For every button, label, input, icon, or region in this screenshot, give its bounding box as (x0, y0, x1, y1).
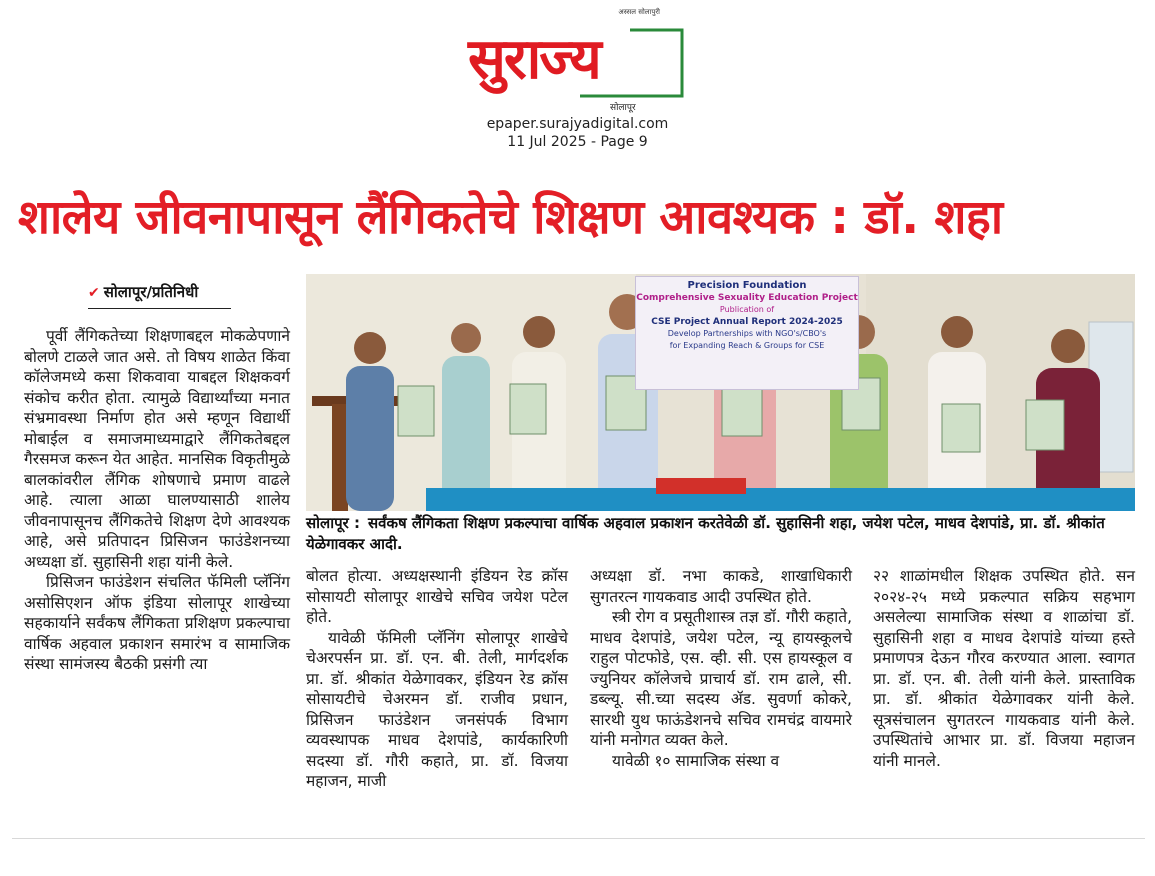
banner-line: Precision Foundation (687, 280, 807, 291)
article-column-2 (306, 566, 568, 792)
event-banner (635, 276, 859, 390)
paragraph: बोलत होत्या. अध्यक्षस्थानी इंडियन रेड क्रॉस सोसायटी सोलापूर शाखेचे सचिव जयेश पटेल होते. (306, 567, 568, 626)
banner-line: Develop Partnerships with NGO's/CBO's (667, 329, 827, 338)
article-column-4 (873, 566, 1135, 771)
checkmark-icon: ✔ (88, 285, 100, 301)
edition-date: 11 Jul 2025 - Page 9 (507, 134, 648, 150)
photo-caption (306, 513, 1135, 555)
byline-text: सोलापूर/प्रतिनिधी (103, 283, 199, 301)
masthead-city: सोलापूर (610, 103, 636, 113)
article-column-1 (24, 326, 290, 675)
banner-line: Publication of (719, 305, 775, 314)
paragraph: यावेळी फॅमिली प्लॅनिंग सोलापूर शाखेचे चेअरपर्सन प्रा. डॉ. एन. बी. तेली, मार्गदर्शक प्रा. डॉ. श्रीकांत येळेगावकर, इंडियन रेड क्रॉस सोसायटीचे चेअरमन डॉ. राजीव प्रधान, प्रिसिजन फाउंडेशन जनसंपर्क विभाग व्यवस्थापक माधव देशपांडे, कार्यकारिणी सदस्या डॉ. गौरी कहाते, प्रा. डॉ. विजया महाजन, माजी (306, 628, 568, 790)
surajya-logo (460, 22, 684, 113)
event-photo (306, 274, 1135, 511)
logo-wordmark: सुराज्य (468, 27, 600, 92)
byline (88, 282, 231, 309)
paragraph: प्रिसिजन फाउंडेशन संचलित फॅमिली प्लॅनिंग असोसिएशन ऑफ इंडिया सोलापूर शाखेच्या सहकार्याने सर्वंकष लैंगिकता प्रशिक्षण प्रकल्पाचा वार्षिक अहवाल प्रकाशन समारंभ व सामाजिक संस्था सामंजस्य बैठकी प्रसंगी त्या (24, 573, 290, 673)
banner-line: Comprehensive Sexuality Education Project (636, 293, 858, 303)
caption-location: सोलापूर : (306, 514, 360, 532)
paragraph: पूर्वी लैंगिकतेच्या शिक्षणाबद्दल मोकळेपणाने बोलणे टाळले जात असे. तो विषय शाळेत किंवा कॉलेजमध्ये कसा शिकवावा याबद्दल शिक्षकवर्ग संकोच करीत होता. त्यामुळे विद्यार्थ्यांच्या मनात संभ्रमावस्था निर्माण होत असे म्हणून विद्यार्थी मोबाईल व समाजमाध्यमाद्वारे लैंगिकतेबद्दल गैरसमज करून येत आहेत. मानसिक विकृतीमुळे बालकांवरील लैंगिक शोषणाचे प्रमाण वाढले आहे. त्याला आळा घालण्यासाठी शालेय जीवनापासूनच लैंगिकतेचे शिक्षण देणे आवश्यक आहे, असे प्रतिपादन प्रिसिजन फाउंडेशनच्या अध्यक्षा डॉ. सुहासिनी शहा यांनी केले. (24, 327, 290, 571)
bottom-divider (12, 838, 1145, 839)
banner-line: for Expanding Reach & Groups for CSE (669, 341, 825, 350)
paragraph: अध्यक्षा डॉ. नभा काकडे, शाखाधिकारी सुगतरत्न गायकवाड आदी उपस्थित होते. (590, 567, 852, 606)
epaper-url: epaper.surajyadigital.com (486, 116, 669, 132)
masthead-tagline: अस्सल सोलापुरी (618, 8, 660, 16)
paragraph: स्त्री रोग व प्रसूतीशास्त्र तज्ञ डॉ. गौरी कहाते, माधव देशपांडे, जयेश पटेल, न्यू हायस्कूलचे राहुल पोटफोडे, एस. व्ही. सी. एस हायस्कूल व ज्युनियर कॉलेजचे प्राचार्य डॉ. राम ढाले, सी. डब्ल्यू. सी.च्या सदस्य ॲड. सुवर्णा कोकरे, सारथी युथ फाऊंडेशनचे सचिव रामचंद्र वायमारे यांनी मनोगत व्यक्त केले. (590, 608, 852, 749)
banner-line: CSE Project Annual Report 2024-2025 (651, 317, 843, 327)
masthead (458, 8, 688, 113)
article-headline: शालेय जीवनापासून लैंगिकतेचे शिक्षण आवश्यक : डॉ. शहा (18, 190, 1003, 245)
caption-text: सर्वंकष लैंगिकता शिक्षण प्रकल्पाचा वार्षिक अहवाल प्रकाशन करतेवेळी डॉ. सुहासिनी शहा, जयेश पटेल, माधव देशपांडे, प्रा. डॉ. श्रीकांत येळेगावकर आदी. (306, 514, 1105, 553)
article-column-3 (590, 566, 852, 771)
paragraph: यावेळी १० सामाजिक संस्था व (612, 751, 780, 770)
paragraph: २२ शाळांमधील शिक्षक उपस्थित होते. सन २०२४-२५ मध्ये प्रकल्पात सक्रिय सहभाग असलेल्या सामाजिक संस्था व शाळांचा डॉ. सुहासिनी शहा व माधव देशपांडे यांच्या हस्ते प्रमाणपत्र देऊन गौरव करण्यात आला. स्वागत प्रा. डॉ. एन. बी. तेली यांनी केले. प्रास्ताविक प्रा. डॉ. श्रीकांत येळेगावकर यांनी केले. सूत्रसंचालन सुगतरत्न गायकवाड यांनी केले. उपस्थितांचे आभार प्रा. डॉ. विजया महाजन यांनी मानले. (873, 567, 1135, 770)
